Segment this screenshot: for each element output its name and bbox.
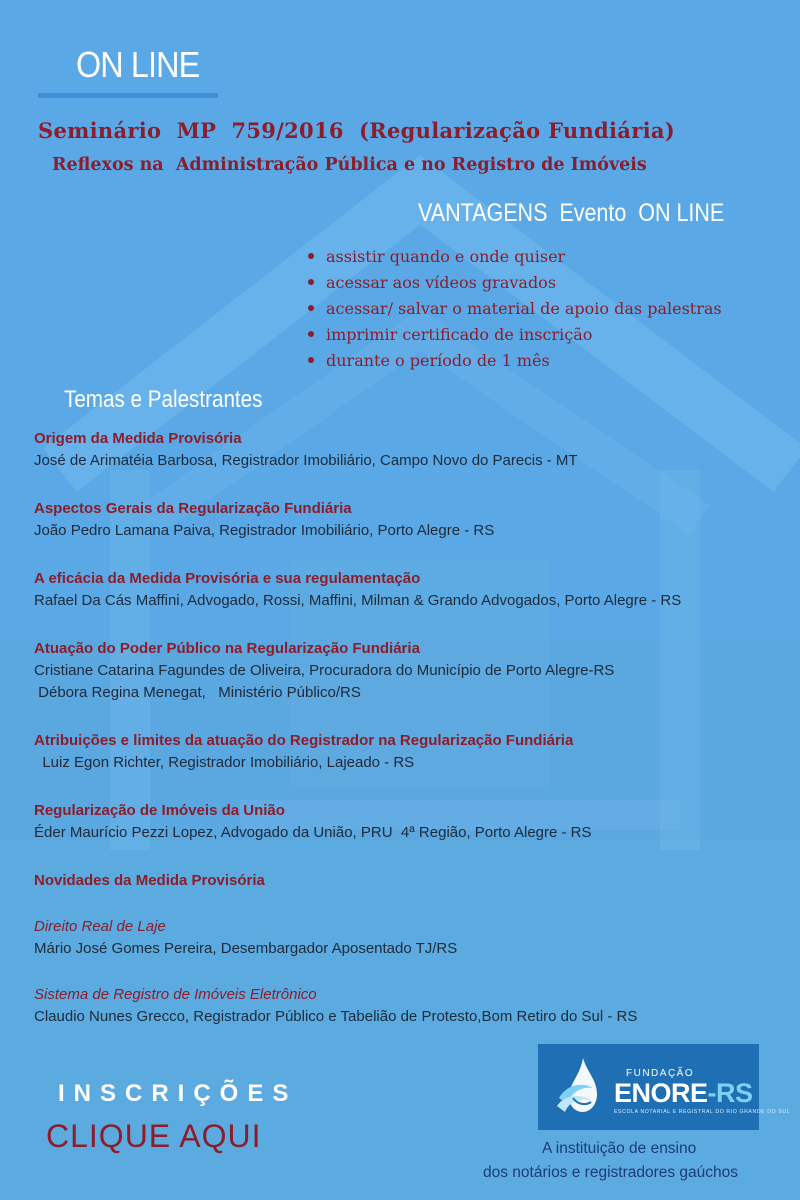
subtopic-registro-eletronico — [34, 984, 794, 1028]
topic-speaker: João Pedro Lamana Paiva, Registrador Imobiliário, Porto Alegre - RS — [34, 522, 495, 539]
list-item: imprimir certificado de inscrição — [308, 322, 722, 348]
wave-drop-icon — [553, 1054, 613, 1120]
topic-speaker: Rafael Da Cás Maffini, Advogado, Rossi, Maffini, Milman & Grando Advogados, Porto Alegre - RS — [34, 592, 682, 609]
topic-title: Novidades da Medida Provisória — [34, 872, 265, 889]
topic-eficacia — [34, 568, 794, 612]
topic-speaker: Claudio Nunes Grecco, Registrador Público e Tabelião de Protesto,Bom Retiro do Sul - RS — [34, 1008, 638, 1025]
topics-heading: Temas e Palestrantes — [64, 386, 263, 413]
topic-title: Aspectos Gerais da Regularização Fundiária — [34, 500, 352, 517]
topic-title: Atribuições e limites da atuação do Registrador na Regularização Fundiária — [34, 732, 574, 749]
topic-speaker: José de Arimatéia Barbosa, Registrador Imobiliário, Campo Novo do Parecis - MT — [34, 452, 578, 469]
topic-title: Regularização de Imóveis da União — [34, 802, 285, 819]
inscricoes-label: INSCRIÇÕES — [58, 1080, 298, 1107]
logo-name: ENORE-RS — [614, 1078, 753, 1108]
online-label: ON LINE — [76, 44, 200, 85]
bullet-icon — [308, 357, 314, 363]
list-item: acessar aos vídeos gravados — [308, 270, 722, 296]
bullet-icon — [308, 305, 314, 311]
topic-speaker: Cristiane Catarina Fagundes de Oliveira, Procuradora do Município de Porto Alegre-RS — [34, 662, 615, 679]
logo-tagline: ESCOLA NOTARIAL E REGISTRAL DO RIO GRANDE DO SUL — [614, 1109, 791, 1115]
seminar-title: Seminário MP 759/2016 (Regularização Fundiária) — [38, 118, 676, 143]
topic-speaker: Mário José Gomes Pereira, Desembargador Aposentado TJ/RS — [34, 940, 458, 957]
topic-aspectos — [34, 498, 794, 542]
institution-line-1: A instituição de ensino — [542, 1140, 697, 1157]
topic-speaker: Éder Maurício Pezzi Lopez, Advogado da União, PRU 4ª Região, Porto Alegre - RS — [34, 824, 592, 841]
bullet-icon — [308, 253, 314, 259]
topic-atuacao — [34, 638, 794, 704]
list-item: assistir quando e onde quiser — [308, 244, 722, 270]
subtopic-laje — [34, 916, 794, 960]
topic-title: A eficácia da Medida Provisória e sua regulamentação — [34, 570, 421, 587]
subtopic-title: Sistema de Registro de Imóveis Eletrônico — [34, 986, 317, 1003]
topic-title: Atuação do Poder Público na Regularização Fundiária — [34, 640, 420, 657]
topic-novidades — [34, 870, 794, 892]
online-underline — [38, 93, 218, 98]
topic-uniao — [34, 800, 794, 844]
list-item: acessar/ salvar o material de apoio das palestras — [308, 296, 722, 322]
register-link[interactable]: CLIQUE AQUI — [46, 1118, 262, 1154]
topic-speaker: Débora Regina Menegat, Ministério Público/RS — [34, 684, 361, 701]
advantages-list — [308, 244, 722, 374]
bullet-icon — [308, 279, 314, 285]
topic-speaker: Luiz Egon Richter, Registrador Imobiliário, Lajeado - RS — [34, 754, 415, 771]
topics-list — [34, 428, 794, 1028]
subtopic-title: Direito Real de Laje — [34, 918, 166, 935]
topic-origem — [34, 428, 794, 472]
advantages-heading: VANTAGENS Evento ON LINE — [418, 199, 725, 227]
topic-title: Origem da Medida Provisória — [34, 430, 242, 447]
bullet-icon — [308, 331, 314, 337]
seminar-subtitle: Reflexos na Administração Pública e no Registro de Imóveis — [52, 155, 647, 175]
logo-fundacao-text: FUNDAÇÃO — [626, 1068, 695, 1079]
topic-atribuicoes — [34, 730, 794, 774]
institution-line-2: dos notários e registradores gaúchos — [483, 1164, 739, 1181]
list-item: durante o período de 1 mês — [308, 348, 722, 374]
